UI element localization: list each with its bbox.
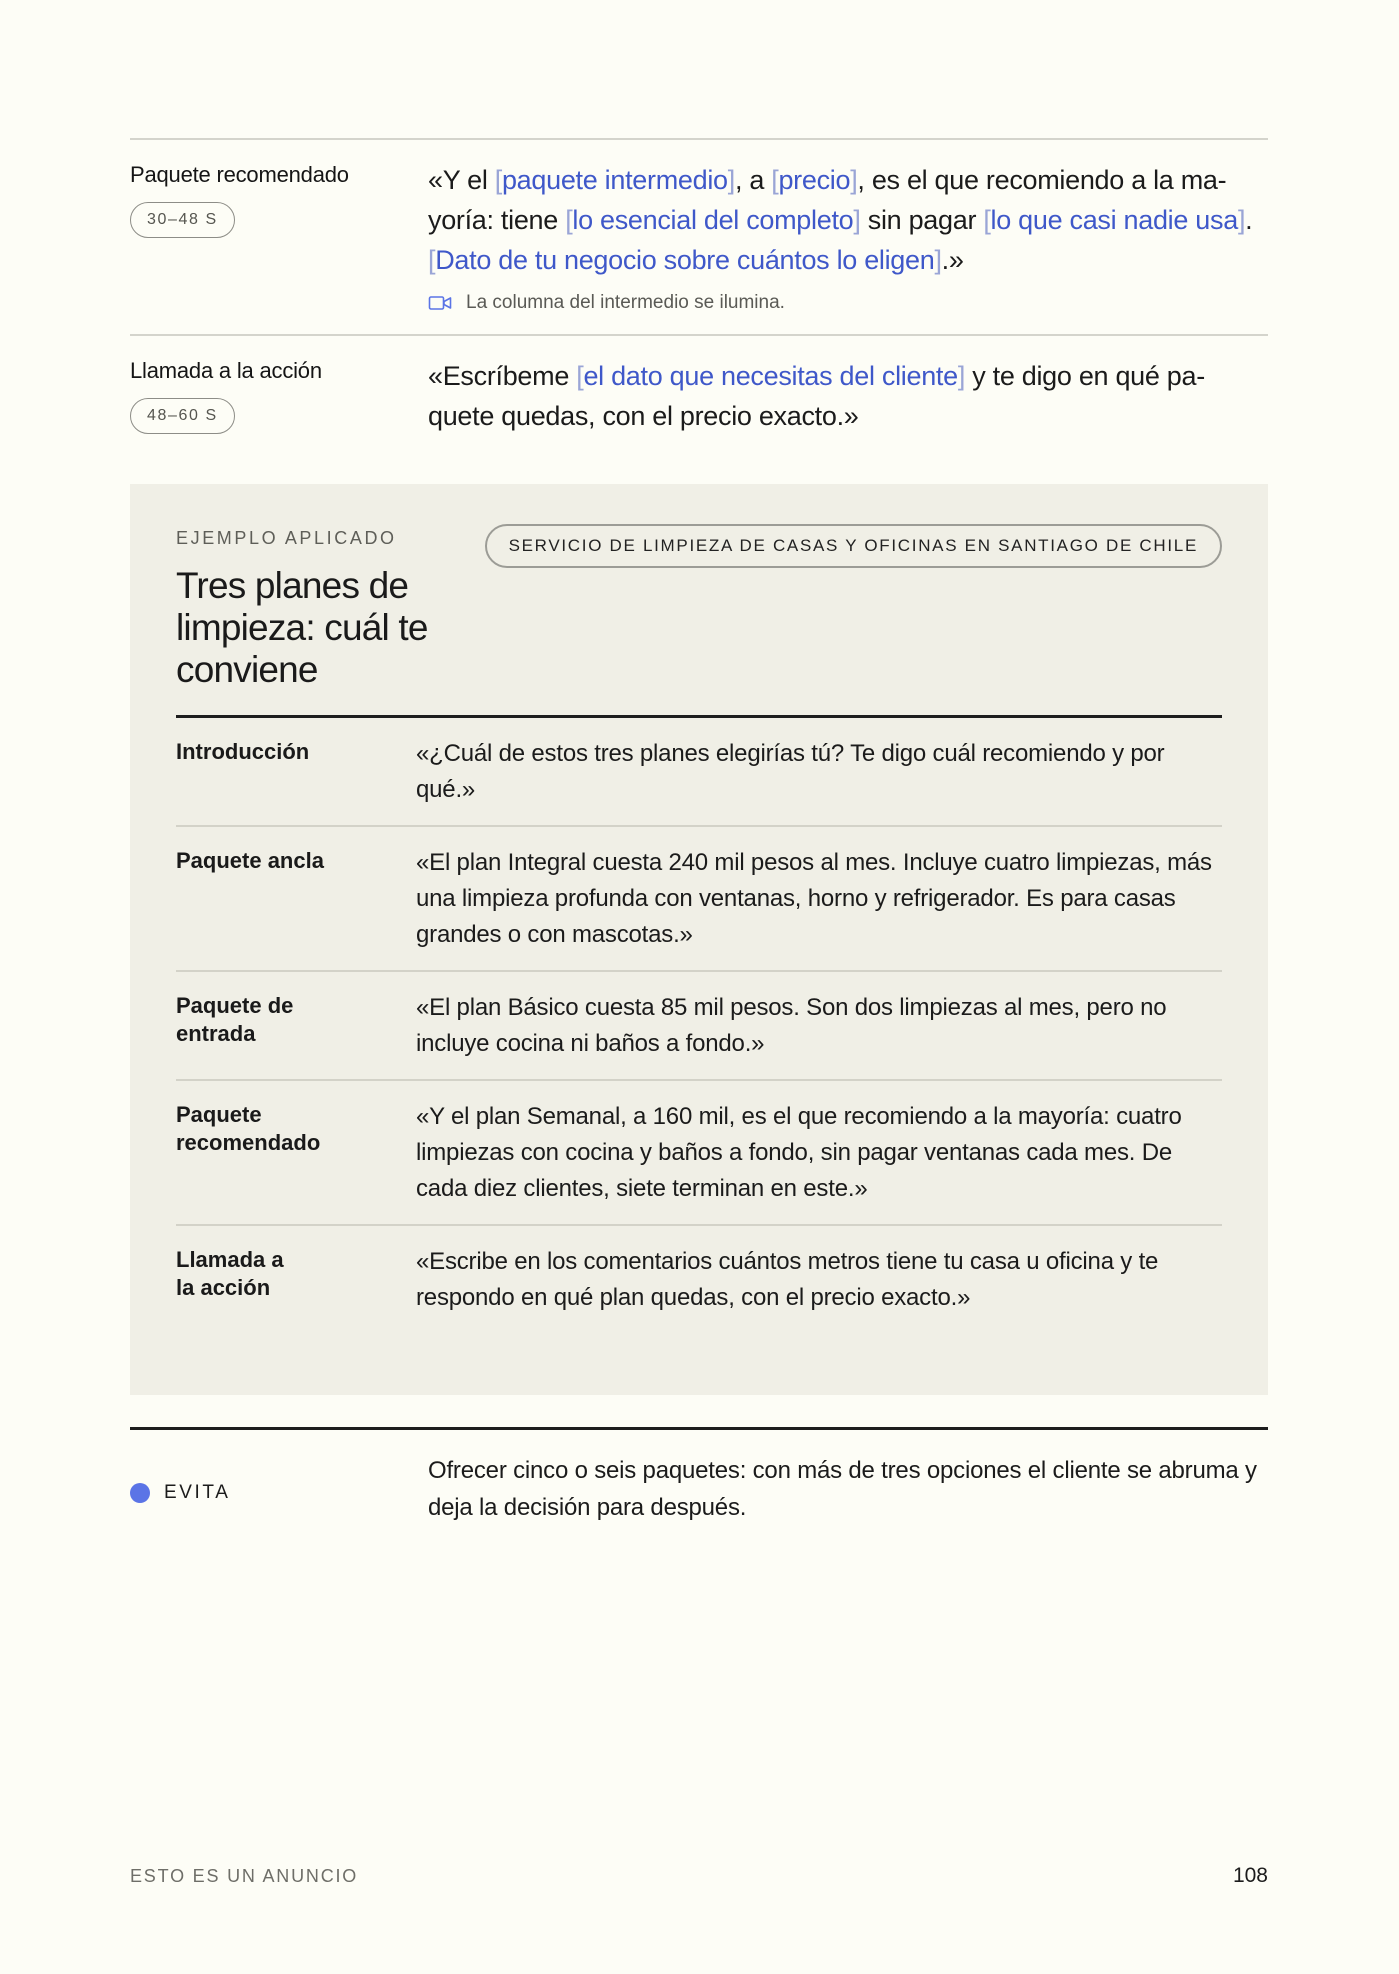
quote-text: «Y el [428, 165, 495, 195]
quote-text: y te digo en qué pa-quete quedas, con el precio exacto.» [428, 361, 1205, 431]
placeholder-text: lo que casi nadie usa [990, 205, 1238, 235]
row-text: «¿Cuál de estos tres planes elegirías tú? Te digo cuál recomiendo y por qué.» [416, 740, 1165, 803]
stage-direction-text: La columna del intermedio se ilumina. [466, 292, 785, 313]
row-label: Paquete recomendado [176, 1102, 321, 1155]
row-text: «Escribe en los comentarios cuántos metros tiene tu casa u oficina y te respondo en qué plan quedas, con el precio exacto.» [416, 1248, 1159, 1311]
avoid-label-group [130, 1470, 428, 1504]
table-row [176, 972, 1222, 1081]
quote-text: , a [734, 165, 772, 195]
example-heading-group [176, 528, 476, 691]
row-label: Paquete de entrada [176, 993, 294, 1046]
quote-text: «Escríbeme [428, 361, 577, 391]
page-number: 108 [1232, 1864, 1268, 1887]
quote-text: . [1245, 205, 1253, 235]
script-row-label: Paquete recomendado [130, 162, 349, 187]
placeholder-text: precio [778, 165, 851, 195]
placeholder-bracket: [ [494, 165, 502, 195]
placeholder-text: Dato de tu negocio sobre cuántos lo eligen [435, 245, 935, 275]
example-header [176, 528, 1222, 691]
footer-disclaimer: ESTO ES UN ANUNCIO [130, 1866, 359, 1886]
avoid-callout [130, 1427, 1268, 1526]
placeholder-bracket: [ [565, 205, 573, 235]
placeholder-text: paquete intermedio [501, 165, 728, 195]
time-range-badge: 30–48 S [130, 202, 235, 238]
business-tag: SERVICIO DE LIMPIEZA DE CASAS Y OFICINAS EN SANTIAGO DE CHILE [485, 524, 1222, 568]
avoid-label: EVITA [164, 1482, 231, 1503]
quote-text: sin pagar [860, 205, 984, 235]
table-row [176, 1081, 1222, 1226]
bullet-dot-icon [130, 1483, 150, 1503]
table-row [176, 827, 1222, 972]
quote-text: .» [941, 245, 964, 275]
row-text: «El plan Integral cuesta 240 mil pesos al mes. Incluye cuatro limpiezas, más una limpieza profunda con ventanas, horno y refrigerador. Es para casas grandes o con mascotas.» [416, 849, 1212, 948]
script-quote [428, 356, 1268, 436]
placeholder-bracket: ] [957, 361, 966, 391]
placeholder-bracket: ] [934, 245, 942, 275]
script-row-body [428, 160, 1268, 314]
placeholder-bracket: ] [853, 205, 861, 235]
script-row-cta [130, 334, 1268, 456]
table-row [176, 718, 1222, 827]
placeholder-bracket: [ [771, 165, 779, 195]
row-text: «Y el plan Semanal, a 160 mil, es el que recomiendo a la mayoría: cuatro limpiezas con cocina y baños a fondo, sin pagar ventanas cada mes. De cada diez clientes, siete terminan en este.» [416, 1103, 1182, 1202]
placeholder-bracket: [ [983, 205, 991, 235]
placeholder-text: el dato que necesitas del cliente [583, 361, 958, 391]
placeholder-text: lo esencial del completo [572, 205, 854, 235]
placeholder-bracket: ] [1237, 205, 1246, 235]
script-quote [428, 160, 1268, 280]
quote-text: , es el que recomiendo a la ma-yoría: tiene [428, 165, 1227, 235]
video-camera-icon [428, 294, 452, 312]
script-row-body [428, 356, 1268, 436]
applied-example-box [130, 484, 1268, 1395]
avoid-text: Ofrecer cinco o seis paquetes: con más de tres opciones el cliente se abruma y deja la decisión para después. [428, 1457, 1257, 1521]
placeholder-bracket: ] [727, 165, 735, 195]
time-range-badge: 48–60 S [130, 398, 235, 434]
page-content [130, 138, 1268, 1526]
script-row-meta [130, 160, 428, 314]
example-kicker: EJEMPLO APLICADO [176, 528, 397, 548]
script-row-meta [130, 356, 428, 436]
script-row-label: Llamada a la acción [130, 358, 322, 383]
example-title: Tres planes de limpieza: cuál te conviene [176, 565, 428, 690]
script-row-recommended [130, 138, 1268, 334]
placeholder-bracket: ] [850, 165, 858, 195]
placeholder-bracket: [ [428, 245, 436, 275]
table-row [176, 1226, 1222, 1333]
placeholder-bracket: [ [576, 361, 584, 391]
stage-direction [428, 292, 1268, 314]
example-table [176, 715, 1222, 1333]
row-label: Llamada a la acción [176, 1247, 284, 1300]
row-label: Introducción [176, 739, 310, 764]
row-text: «El plan Básico cuesta 85 mil pesos. Son dos limpiezas al mes, pero no incluye cocina ni baños a fondo.» [416, 994, 1167, 1057]
row-label: Paquete ancla [176, 848, 324, 873]
